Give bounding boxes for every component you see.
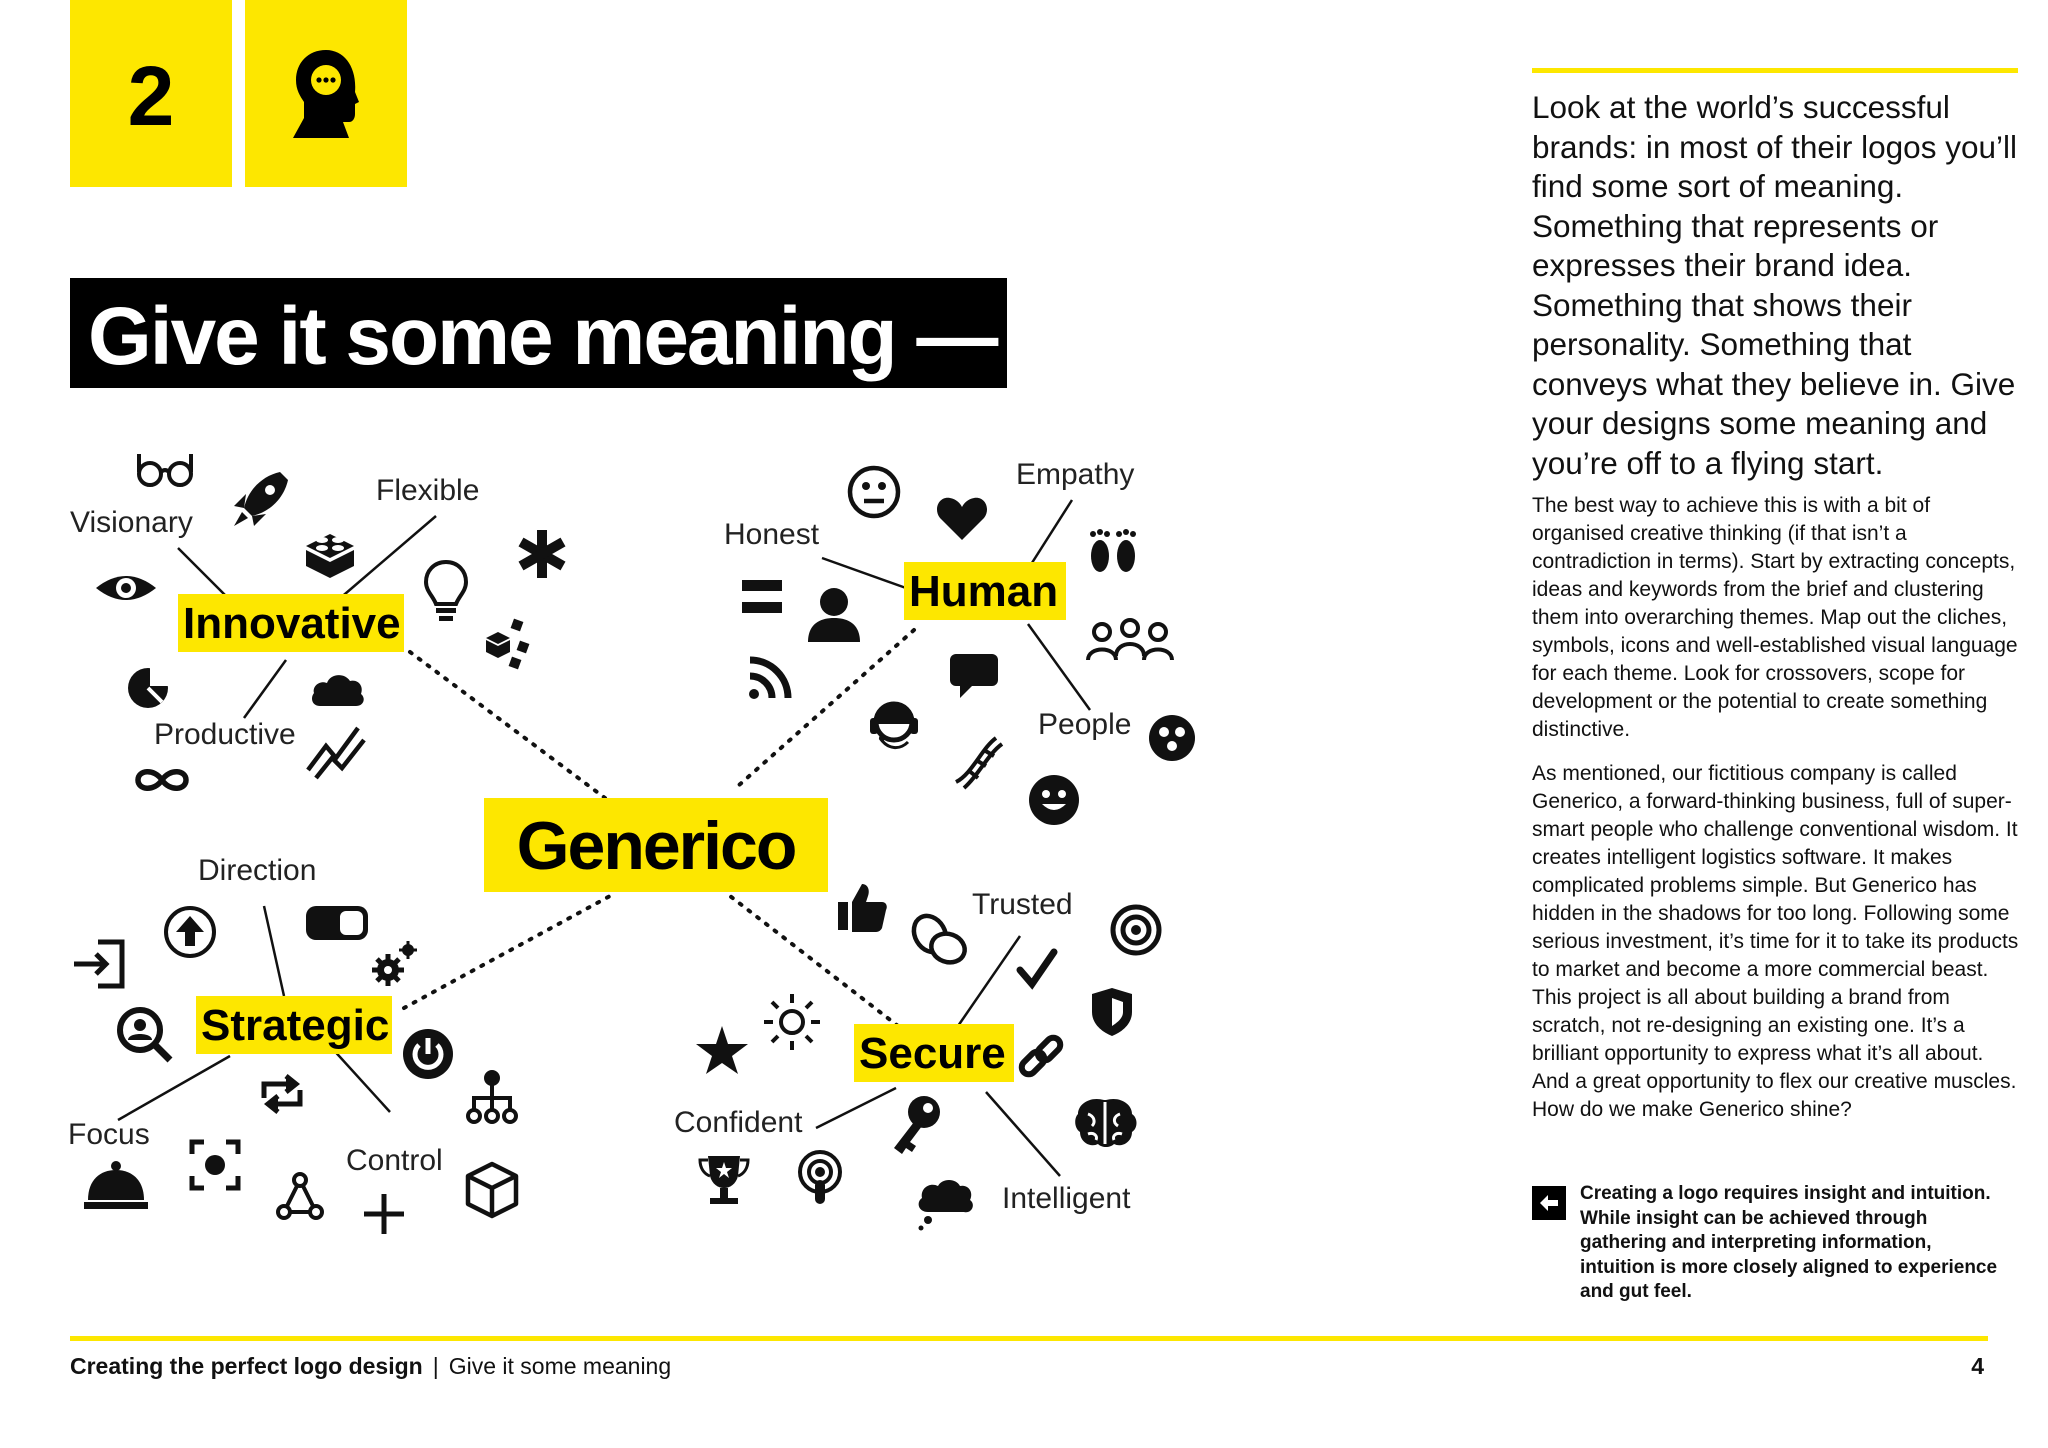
- head-thinking-icon: [293, 48, 359, 140]
- podcast-icon: [800, 1152, 840, 1204]
- shield-icon: [1092, 988, 1132, 1036]
- thumbs-up-icon: [838, 884, 887, 932]
- theme-secure: Secure: [859, 1029, 1006, 1078]
- brain-icon: [1075, 1099, 1136, 1147]
- page-title: Give it some meaning —: [88, 291, 997, 382]
- keyword-people: People: [1038, 708, 1132, 741]
- bullseye-icon: [1113, 907, 1159, 953]
- star-icon: [696, 1026, 748, 1074]
- power-icon: [403, 1029, 453, 1079]
- focus-target-icon: [192, 1142, 238, 1188]
- keyword-intelligent: Intelligent: [1002, 1182, 1131, 1215]
- toggle-icon: [306, 906, 368, 940]
- chapter-number-box: [70, 0, 232, 187]
- keyword-flexible: Flexible: [376, 474, 480, 507]
- lightbulb-icon: [426, 562, 466, 621]
- page-number: 4: [1971, 1353, 1984, 1379]
- chapter-number: 2: [127, 49, 175, 143]
- chapter-icon-box: [245, 0, 407, 187]
- line-direction: [264, 906, 284, 996]
- line-productive: [244, 660, 286, 718]
- speech-bubble-icon: [950, 654, 998, 698]
- infinity-icon: [138, 772, 186, 789]
- theme-human: Human: [909, 567, 1059, 616]
- refresh-icon: [264, 1076, 300, 1112]
- gears-icon: [372, 941, 417, 986]
- footer-section: Give it some meaning: [448, 1353, 672, 1379]
- cloud-icon: [312, 675, 364, 706]
- login-icon: [74, 942, 122, 986]
- keyword-trusted: Trusted: [972, 888, 1073, 921]
- three-dots-circle-icon: [1149, 715, 1195, 761]
- eggs-icon: [908, 910, 969, 967]
- upload-arrow-icon: [166, 908, 214, 956]
- person-icon: [808, 588, 860, 642]
- line-honest: [822, 558, 906, 588]
- keyword-control: Control: [346, 1144, 443, 1177]
- dna-icon: [956, 738, 1002, 788]
- heart-icon: [937, 498, 987, 540]
- connector-strategic: [404, 896, 610, 1008]
- footer-separator: |: [432, 1353, 439, 1379]
- headset-person-icon: [870, 702, 918, 748]
- keyword-empathy: Empathy: [1016, 458, 1135, 491]
- lego-brick-icon: [306, 534, 354, 578]
- keyword-visionary: Visionary: [70, 506, 193, 539]
- line-people: [1028, 624, 1090, 710]
- sitemap-icon: [468, 1072, 516, 1122]
- bell-dome-icon: [84, 1161, 148, 1209]
- mind-map: [0, 420, 1240, 1260]
- search-person-icon: [120, 1010, 170, 1060]
- rss-icon: [749, 660, 788, 699]
- nodes-icon: [278, 1174, 322, 1218]
- insight-note: Creating a logo requires insight and intuition. While insight can be achieved through gathering and interpreting information, intuition is more closely aligned to experience and gut feel.: [1580, 1183, 1998, 1302]
- smiley-icon: [1029, 775, 1079, 825]
- body-paragraph-2: As mentioned, our fictitious company is called Generico, a forward-thinking business, full of super-smart people who challenge conventional wisdom. It creates intelligent logistics software. It makes complicated problems simple. But Generico has hidden in the shadows for too long. Following some serious investment, it’s time for it to take its products to market and become a more commercial beast. This project is all about building a brand from scratch, not re-designing an existing one. It’s a brilliant opportunity to express what it’s all about. And a great opportunity to flex our creative muscles. How do we make Generico shine?: [1532, 762, 2019, 1121]
- cube-icon: [468, 1164, 516, 1216]
- top-rule: [1532, 68, 2018, 73]
- thought-cloud-icon: [919, 1180, 973, 1231]
- glasses-icon: [139, 454, 191, 485]
- lead-paragraph: Look at the world’s successful brands: in most of their logos you’ll find some sort of meaning. Something that represents or expresses their brand idea. Something that shows their personality. Something that conveys what they believe in. Give your designs some meaning and you’re off to a flying start.: [1532, 89, 2017, 481]
- line-visionary: [178, 548, 232, 602]
- key-icon: [894, 1096, 940, 1154]
- theme-strategic: Strategic: [201, 1001, 390, 1050]
- rocket-icon: [234, 472, 288, 526]
- sun-icon: [764, 994, 820, 1050]
- equals-icon: [742, 580, 782, 613]
- keyword-honest: Honest: [724, 518, 820, 551]
- title-bar: [70, 278, 1007, 388]
- cubes-icon: [486, 619, 529, 670]
- link-icon: [1019, 1035, 1063, 1077]
- group-icon: [1088, 620, 1172, 660]
- theme-innovative: Innovative: [183, 599, 401, 648]
- trend-chart-icon: [308, 728, 364, 778]
- keyword-focus: Focus: [68, 1118, 150, 1151]
- line-confident: [816, 1088, 896, 1128]
- line-empathy: [1030, 500, 1072, 566]
- keyword-productive: Productive: [154, 718, 296, 751]
- footer: [70, 1353, 671, 1380]
- trophy-icon: [700, 1156, 748, 1204]
- asterisk-icon: [521, 530, 563, 578]
- arrow-left-icon: [1532, 1186, 1566, 1220]
- line-focus: [118, 1056, 230, 1120]
- pie-chart-icon: [128, 664, 172, 708]
- keyword-confident: Confident: [674, 1106, 803, 1139]
- connector-innovative: [410, 652, 605, 798]
- footer-doc-title: Creating the perfect logo design: [70, 1353, 423, 1379]
- bottom-rule: [70, 1336, 1988, 1341]
- body-paragraph-1: The best way to achieve this is with a bit of organised creative thinking (if that isn’t a contradiction in terms). Start by extracting concepts, ideas and keywords from the brief and clustering them into overarching themes. Map out the cliches, symbols, icons and well-established visual language for each theme. Look for crossovers, scope for development or the potential to create something distinctive.: [1532, 494, 2018, 741]
- keyword-direction: Direction: [198, 854, 317, 887]
- line-intelligent: [986, 1092, 1060, 1176]
- line-trusted: [958, 936, 1020, 1026]
- center-label: Generico: [516, 808, 796, 884]
- footprints-icon: [1090, 529, 1136, 572]
- eye-icon: [96, 576, 156, 600]
- neutral-face-icon: [850, 468, 898, 516]
- checkmark-icon: [1020, 952, 1054, 984]
- plus-icon: [364, 1194, 404, 1234]
